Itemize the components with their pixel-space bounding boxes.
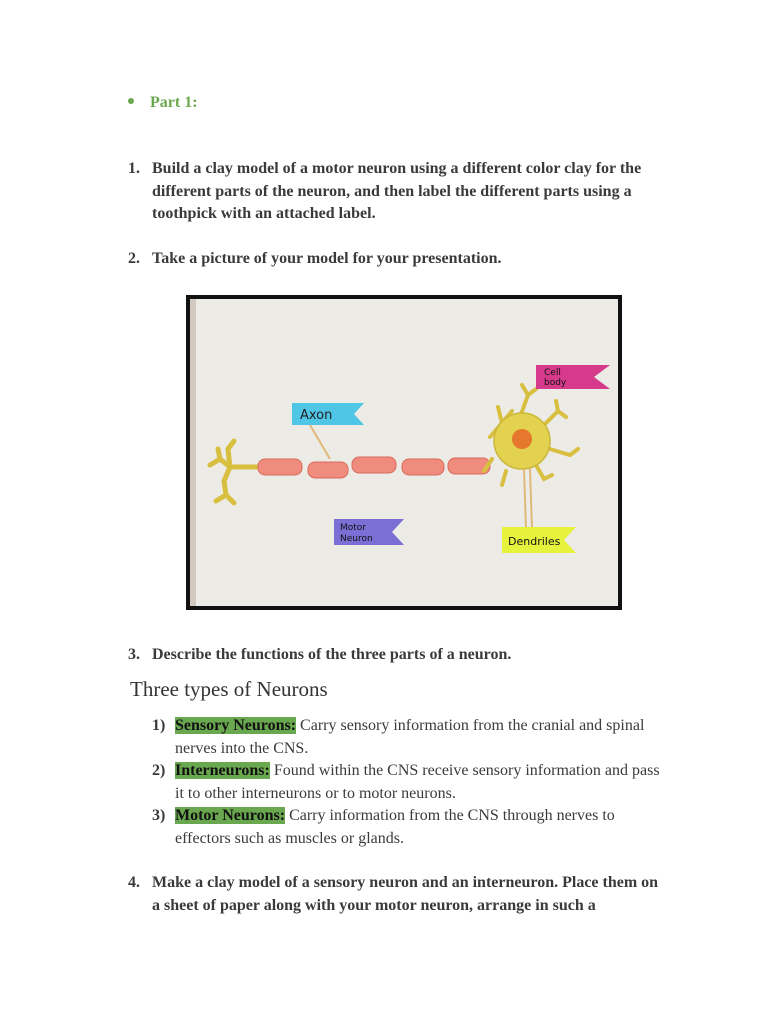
step-number: 2. bbox=[128, 250, 140, 267]
step-text: Make a clay model of a sensory neuron and an interneuron. Place them on a sheet of paper along with your motor neuron, arrange in such a bbox=[152, 874, 659, 914]
step-text: Take a picture of your model for your presentation. bbox=[152, 250, 502, 267]
term-highlight: Interneurons: bbox=[175, 762, 270, 779]
list-item bbox=[152, 805, 672, 850]
step-number: 4. bbox=[128, 874, 140, 891]
list-item bbox=[152, 715, 672, 760]
cell-body-label-line1: Cell bbox=[544, 368, 561, 378]
step-4 bbox=[128, 872, 668, 917]
axon-label: Axon bbox=[300, 408, 333, 423]
list-number: 3) bbox=[152, 807, 166, 824]
motor-neuron-label-line2: Neuron bbox=[340, 534, 373, 544]
bullet-icon bbox=[128, 98, 134, 104]
term-highlight: Motor Neurons: bbox=[175, 807, 286, 824]
clay-model-image bbox=[190, 299, 618, 606]
axon-segment bbox=[308, 462, 348, 478]
step-number: 3. bbox=[128, 646, 140, 663]
dendrites-label: Dendriles bbox=[508, 535, 561, 548]
cell-body-label-line2: body bbox=[544, 378, 567, 388]
step-2 bbox=[128, 248, 668, 271]
step-number: 1. bbox=[128, 160, 140, 177]
part-heading bbox=[128, 94, 198, 112]
nucleus bbox=[512, 429, 532, 449]
motor-neuron-label-line1: Motor bbox=[340, 523, 367, 533]
step-text: Describe the functions of the three parts of a neuron. bbox=[152, 646, 512, 663]
part-title: Part 1: bbox=[150, 94, 198, 111]
list-number: 2) bbox=[152, 762, 166, 779]
term-description: Found within the CNS receive sensory information and pass it to other interneurons or to motor neurons. bbox=[175, 762, 660, 802]
neuron-types-list bbox=[152, 715, 672, 850]
axon-segment bbox=[352, 457, 396, 473]
term-description: Carry sensory information from the cranial and spinal nerves into the CNS. bbox=[175, 717, 645, 757]
step-3 bbox=[128, 644, 668, 667]
axon-segment bbox=[402, 459, 444, 475]
photo-background bbox=[190, 299, 618, 606]
term-highlight: Sensory Neurons: bbox=[175, 717, 297, 734]
axon-segment bbox=[258, 459, 302, 475]
step-text: Build a clay model of a motor neuron using a different color clay for the different parts of the neuron, and then label the different parts using a toothpick with an attached label. bbox=[152, 160, 642, 222]
neuron-model-photo bbox=[186, 295, 622, 610]
list-item bbox=[152, 760, 672, 805]
section-heading: Three types of Neurons bbox=[130, 677, 328, 701]
step-1 bbox=[128, 158, 668, 226]
term-description: Carry information from the CNS through nerves to effectors such as muscles or glands. bbox=[175, 807, 615, 847]
list-number: 1) bbox=[152, 717, 166, 734]
